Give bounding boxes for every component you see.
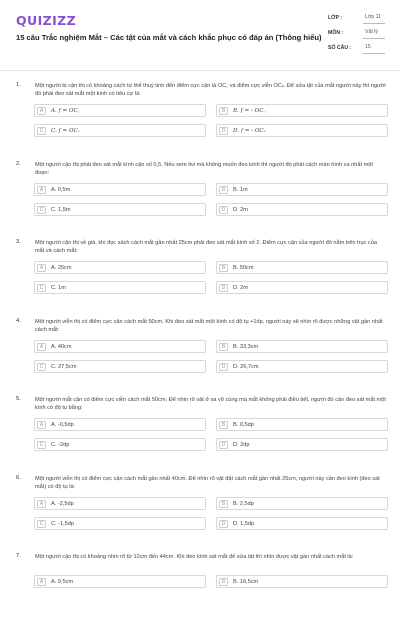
option-c[interactable]	[34, 360, 206, 373]
option-a[interactable]	[34, 340, 206, 353]
option-c[interactable]	[34, 124, 206, 137]
option-b[interactable]	[216, 340, 388, 353]
question-text: Một người viễn thị có điểm cực cận cách mắt gần nhất 40cm. Để nhìn rõ vật đặt cách mắt gần nhất 25cm, người này cần đeo kính (đeo sát mắt) có độ tụ là:	[35, 475, 380, 490]
option-a[interactable]	[34, 261, 206, 274]
option-c[interactable]	[34, 281, 206, 294]
option-text: B. 0,5dp	[233, 422, 254, 428]
option-text: A. 9,5cm	[51, 579, 74, 585]
option-letter: D	[219, 441, 228, 449]
option-b[interactable]	[216, 497, 388, 510]
option-text: D. 26,7cm	[233, 363, 259, 370]
meta-value: Lớp 11	[363, 12, 385, 24]
option-text: A. f = OC꜀	[51, 108, 80, 114]
option-letter: C	[37, 441, 46, 449]
option-c[interactable]	[34, 517, 206, 530]
option-d[interactable]	[216, 517, 388, 530]
option-a[interactable]	[34, 418, 206, 431]
question-number: 4.	[16, 317, 21, 324]
option-text: B. 50cm	[233, 265, 254, 271]
option-letter: D	[219, 284, 228, 292]
option-text: D. 2m	[233, 285, 248, 291]
option-text: D. 1,5dp	[233, 520, 255, 527]
meta-subject	[328, 27, 388, 42]
question-text: Một người mắt cận có điểm cực viễn cách mắt 50cm. Để nhìn rõ vật ở xa vô cùng mà mắt không phải điều tiết, người đó cần đeo sát mắt một kính có độ tụ bằng:	[35, 397, 386, 412]
option-letter: A	[37, 186, 46, 194]
option-letter: B	[219, 343, 228, 351]
option-d[interactable]	[216, 203, 388, 216]
option-c[interactable]	[34, 438, 206, 451]
option-text: B. 33,3cm	[233, 343, 259, 350]
option-text: A. -2,5dp	[51, 500, 74, 507]
option-c[interactable]	[34, 203, 206, 216]
option-letter: A	[37, 107, 46, 115]
option-letter: D	[219, 127, 228, 135]
option-text: B. 2,5dp	[233, 500, 254, 507]
option-text: A. -0,5dp	[51, 422, 74, 428]
option-letter: B	[219, 500, 228, 508]
question-text: Một người bị cận thị có khoảng cách từ thể thuỷ tinh đến điểm cực cận là OC꜀ và điểm cực viễn OCᵥ. Để sửa tật của mắt người này thì người đó phải đeo sát mắt một kính có tiêu cự là:	[35, 83, 386, 98]
header-divider	[0, 70, 400, 71]
option-letter: B	[219, 107, 228, 115]
meta-question-count	[328, 42, 388, 57]
option-letter: C	[37, 284, 46, 292]
question-text: Một người viễn thị có điểm cực cận cách mắt 50cm. Khi đeo sát mắt một kính có độ tụ +1dp, người này sẽ nhìn rõ được những vật gần nhất cách mắt:	[35, 318, 383, 333]
question-text: Một người cận thị phải đeo sát mắt kính cận số 0,5. Nếu xem tivi mà không muốn đeo kính thì người đó phải cách màn hình xa nhất một đoạn:	[35, 161, 373, 176]
option-text: C. 1m	[51, 285, 66, 291]
meta-class	[328, 12, 388, 27]
option-a[interactable]	[34, 183, 206, 196]
option-letter: C	[37, 206, 46, 214]
question-number: 2.	[16, 160, 21, 167]
option-letter: A	[37, 578, 46, 586]
question-7	[0, 543, 400, 622]
option-text: A. 0,5m	[51, 186, 71, 193]
option-text: A. 40cm	[51, 343, 72, 350]
meta-label: SỐ CÂU :	[328, 45, 352, 51]
option-d[interactable]	[216, 438, 388, 451]
option-text: A. 25cm	[51, 265, 72, 271]
option-letter: D	[219, 520, 228, 528]
option-b[interactable]	[216, 261, 388, 274]
option-letter: B	[219, 186, 228, 194]
option-a[interactable]	[34, 104, 206, 117]
question-number: 3.	[16, 239, 21, 245]
question-number: 7.	[16, 553, 21, 559]
question-1	[0, 72, 400, 151]
option-letter: A	[37, 500, 46, 508]
option-text: C. 1,5m	[51, 206, 71, 213]
option-text: C. -1,5dp	[51, 520, 75, 527]
option-text: C. 27,5cm	[51, 363, 77, 370]
question-3	[0, 229, 400, 308]
option-letter: B	[219, 578, 228, 586]
question-text: Một người cận thị có khoảng nhìn rõ từ 12cm đến 44cm. Khi đeo kính sát mắt để sửa tật thì nhìn được vật gần nhất cách mắt là:	[35, 554, 354, 560]
question-5	[0, 386, 400, 465]
question-text: Một người cận thị về già, khi đọc sách cách mắt gần nhất 25cm phải đeo sát mắt kính số 2. Điểm cực cận của người đó nằm trên trục của mắt và cách mắt:	[35, 240, 377, 255]
option-letter: C	[37, 127, 46, 135]
question-4	[0, 308, 400, 387]
option-b[interactable]	[216, 183, 388, 196]
option-a[interactable]	[34, 575, 206, 588]
option-b[interactable]	[216, 575, 388, 588]
meta-value: Vật lý	[363, 27, 385, 39]
meta-info	[328, 12, 388, 57]
option-letter: D	[219, 363, 228, 371]
option-d[interactable]	[216, 124, 388, 137]
page-title: 15 câu Trắc nghiệm Mắt – Các tật của mắt và cách khắc phục có đáp án (Thông hiểu)	[16, 33, 322, 42]
option-letter: A	[37, 343, 46, 351]
option-text: D. 2dp	[233, 442, 250, 448]
option-b[interactable]	[216, 418, 388, 431]
option-a[interactable]	[34, 497, 206, 510]
option-letter: C	[37, 520, 46, 528]
option-text: D. f = - OCᵥ	[233, 128, 266, 134]
quizizz-logo: QUIZIZZ	[16, 13, 77, 28]
option-letter: B	[219, 421, 228, 429]
option-d[interactable]	[216, 360, 388, 373]
question-number: 1.	[16, 82, 21, 88]
option-text: B. 16,5cm	[233, 579, 259, 585]
option-text: C. -2dp	[51, 442, 70, 448]
option-text: D. 2m	[233, 206, 248, 213]
question-2	[0, 151, 400, 230]
option-letter: B	[219, 264, 228, 272]
question-list	[0, 72, 400, 622]
option-text: C. f = OCᵥ	[51, 128, 80, 134]
option-d[interactable]	[216, 281, 388, 294]
option-letter: C	[37, 363, 46, 371]
question-6	[0, 465, 400, 544]
option-letter: A	[37, 264, 46, 272]
option-letter: D	[219, 206, 228, 214]
question-number: 6.	[16, 474, 21, 481]
option-text: B. f = - OC꜀	[233, 108, 266, 114]
option-letter: A	[37, 421, 46, 429]
worksheet-header	[0, 0, 400, 62]
option-text: B. 1m	[233, 186, 248, 193]
meta-label: LỚP :	[328, 15, 343, 21]
meta-label: MÔN :	[328, 30, 344, 36]
meta-value: 15	[363, 42, 385, 54]
option-b[interactable]	[216, 104, 388, 117]
question-number: 5.	[16, 396, 21, 402]
